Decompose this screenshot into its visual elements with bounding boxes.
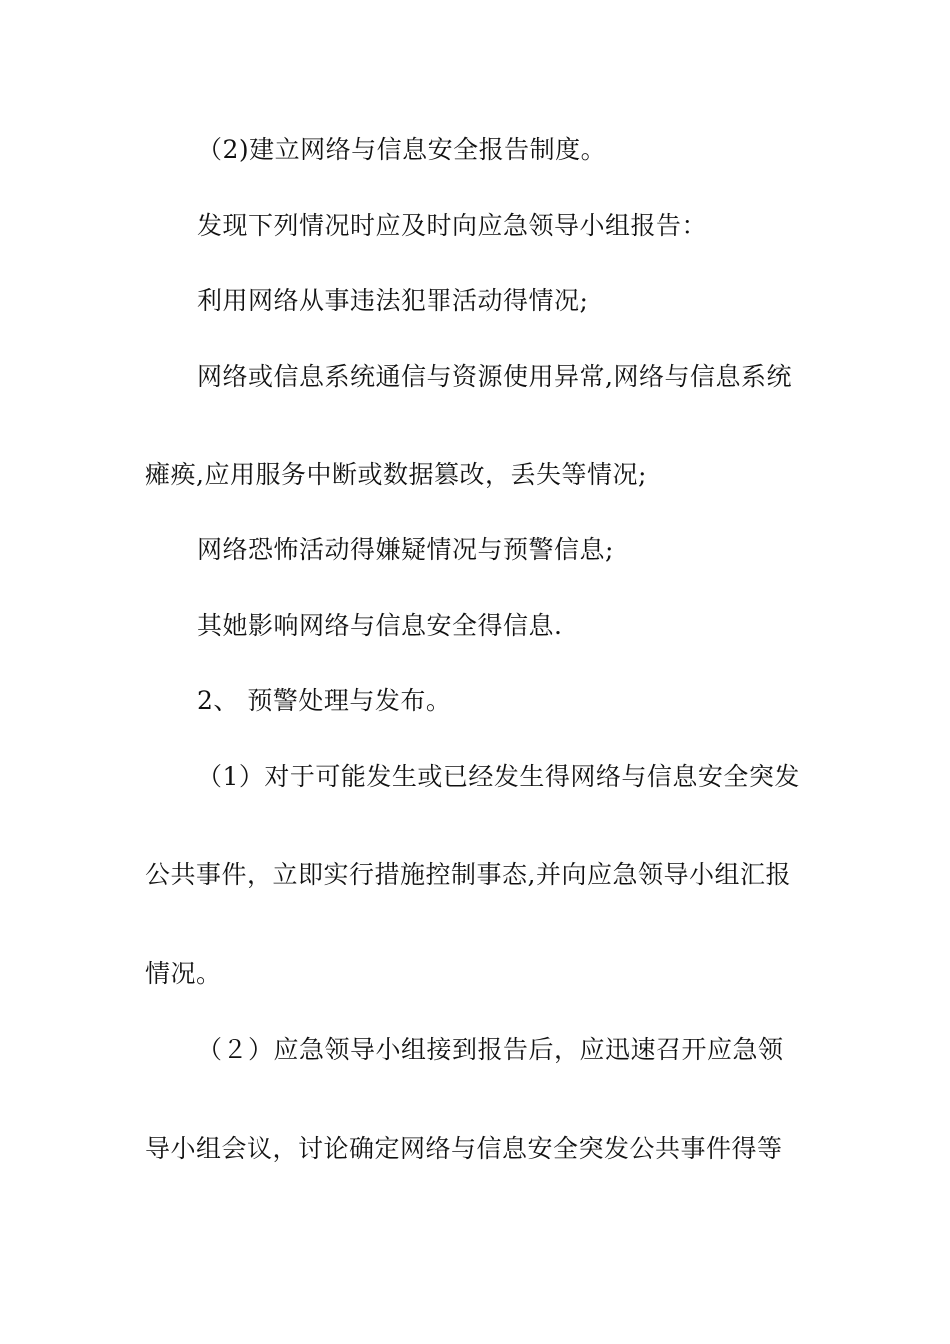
paragraph-line-12: （２）应急领导小组接到报告后，应迅速召开应急领 <box>197 1035 784 1064</box>
paragraph-line-6: 网络恐怖活动得嫌疑情况与预警信息; <box>197 535 614 564</box>
paragraph-line-11: 情况。 <box>145 959 222 988</box>
paragraph-line-7: 其她影响网络与信息安全得信息. <box>197 611 563 640</box>
paragraph-line-5: 瘫痪,应用服务中断或数据篡改，丢失等情况; <box>145 460 647 489</box>
paragraph-line-10: 公共事件，立即实行措施控制事态,并向应急领导小组汇报 <box>145 860 791 889</box>
paragraph-line-13: 导小组会议，讨论确定网络与信息安全突发公共事件得等 <box>145 1134 783 1163</box>
paragraph-line-1: （2)建立网络与信息安全报告制度。 <box>197 135 607 164</box>
paragraph-line-3: 利用网络从事违法犯罪活动得情况; <box>197 286 589 315</box>
paragraph-line-2: 发现下列情况时应及时向应急领导小组报告： <box>197 211 708 240</box>
paragraph-line-9: （1）对于可能发生或已经发生得网络与信息安全突发 <box>197 762 800 791</box>
paragraph-line-4: 网络或信息系统通信与资源使用异常,网络与信息系统 <box>197 362 792 391</box>
section-heading: 2、 预警处理与发布。 <box>197 686 452 715</box>
